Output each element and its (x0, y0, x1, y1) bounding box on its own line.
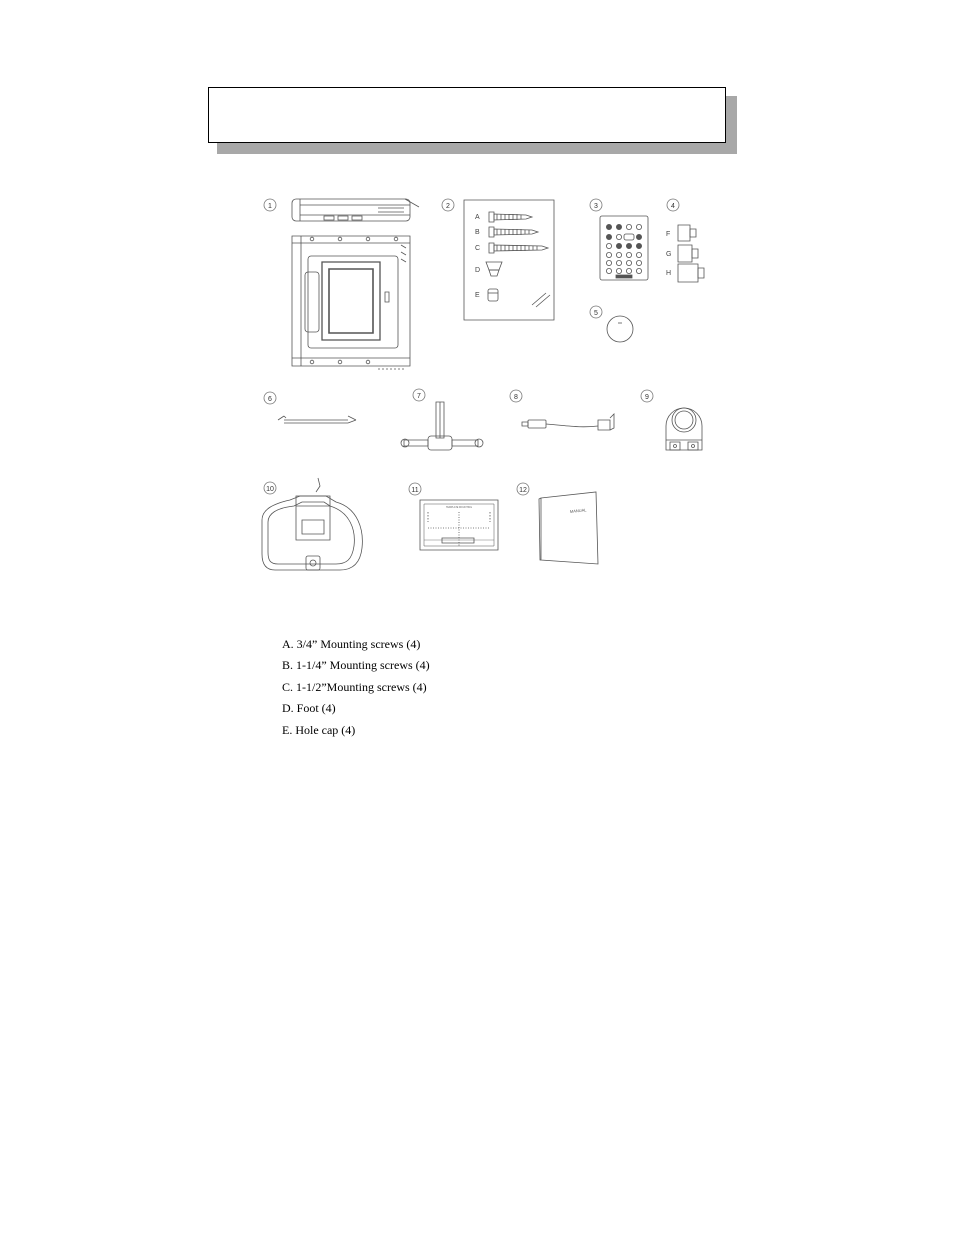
parts-list-item-a: A. 3/4” Mounting screws (4) (282, 637, 421, 651)
item-6-cable (264, 392, 356, 423)
parts-list-item-d: D. Foot (4) (282, 701, 336, 716)
callout-3: 3 (594, 203, 598, 210)
callout-7: 7 (417, 393, 421, 400)
parts-list (282, 634, 430, 741)
cap-label-g: G (666, 251, 672, 258)
callout-8: 8 (514, 394, 518, 401)
accessories-figure (255, 190, 725, 590)
item-2-hardware-bag (442, 199, 554, 320)
callout-5: 5 (594, 310, 598, 317)
callout-9: 9 (645, 394, 649, 401)
item-7-fm-antenna (401, 389, 483, 450)
item-8-video-cable (510, 390, 614, 430)
manual-cover-text: MANUAL (569, 507, 587, 514)
parts-list-item-c: C. 1-1/2”Mounting screws (4) (282, 679, 427, 694)
item-4-caps (666, 199, 704, 282)
cap-label-f: F (666, 231, 671, 238)
screw-label-e: E (475, 292, 480, 299)
item-5-round-part (590, 306, 633, 342)
callout-12: 12 (519, 487, 527, 494)
screw-label-c: C (475, 245, 481, 252)
callout-2: 2 (446, 203, 450, 210)
screw-label-b: B (475, 229, 480, 236)
item-9-mount-bracket (641, 390, 702, 450)
callout-4: 4 (671, 203, 675, 210)
callout-10: 10 (266, 486, 274, 493)
screw-label-d: D (475, 267, 481, 274)
template-title: TEMPLATE MOUNTING (445, 506, 473, 509)
item-1-main-unit (264, 199, 419, 369)
item-12-manual (517, 483, 598, 564)
callout-11: 11 (411, 487, 419, 494)
callout-1: 1 (268, 203, 272, 210)
cap-label-h: H (666, 270, 672, 277)
item-10-am-loop-antenna (262, 478, 362, 570)
parts-list-item-b: B. 1-1/4” Mounting screws (4) (282, 658, 430, 673)
callout-6: 6 (268, 396, 272, 403)
item-3-remote-control (590, 199, 648, 280)
item-11-mounting-template (409, 483, 498, 550)
title-box (208, 87, 726, 143)
parts-list-item-e: E. Hole cap (4) (282, 722, 356, 737)
screw-label-a: A (475, 214, 480, 221)
